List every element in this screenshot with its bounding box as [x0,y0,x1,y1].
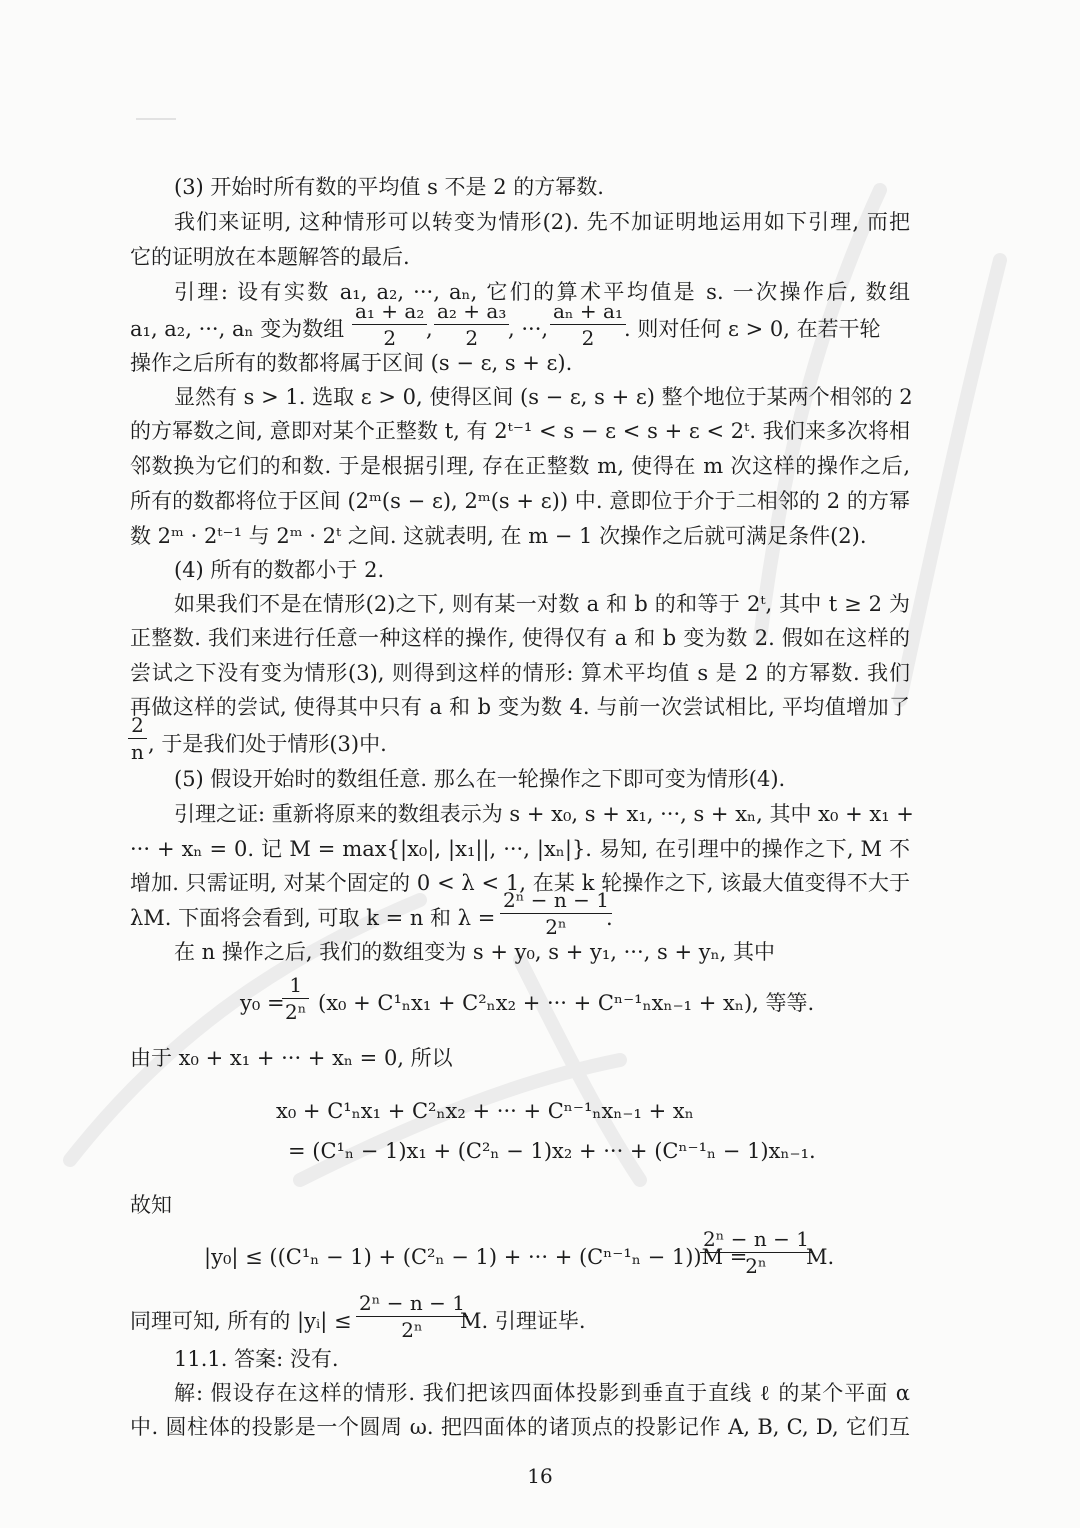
equation-y0-rhs: (x₀ + C¹ₙx₁ + C²ₙx₂ + ··· + Cⁿ⁻¹ₙxₙ₋₁ + xₙ), 等等. [318,991,815,1015]
equation-sum-line1: x₀ + C¹ₙx₁ + C²ₙx₂ + ··· + Cⁿ⁻¹ₙxₙ₋₁ + xₙ [276,1099,694,1123]
paragraph-line: 显然有 s > 1. 选取 ε > 0, 使得区间 (s − ε, s + ε) 整个地位于某两个相邻的 2 [174,385,913,409]
paragraph-line: 我们来证明, 这种情形可以转变为情形(2). 先不加证明地运用如下引理, 而把 [174,210,910,234]
ellipsis: , ···, [508,317,549,341]
fraction-denominator: n [131,740,144,764]
fraction-numerator: 2ⁿ − n − 1 [500,887,612,914]
lemma-line: a₁, a₂, ···, aₙ 变为数组 [130,317,345,341]
paragraph-line: 它的证明放在本题解答的最后. [130,245,410,269]
lemma-proof-heading: 引理之证: 重新将原来的数组表示为 s + x₀, s + x₁, ···, s + xₙ, 其中 x₀ + x₁ + [174,802,914,826]
fraction-numerator: aₙ + a₁ [550,298,626,325]
paragraph-line: 如果我们不是在情形(2)之下, 则有某一对数 a 和 b 的和等于 2ᵗ, 其中 t ≥ 2 为 [174,592,910,616]
paragraph-line: M. 引理证毕. [460,1309,586,1333]
equation-sum-line2: = (C¹ₙ − 1)x₁ + (C²ₙ − 1)x₂ + ··· + (Cⁿ⁻¹ₙ − 1)xₙ₋₁. [288,1139,816,1163]
paragraph-line: , 于是我们处于情形(3)中. [148,732,387,756]
paragraph-line: 正整数. 我们来进行任意一种这样的操作, 使得仅有 a 和 b 变为数 2. 假如在这样的 [130,626,910,650]
paragraph-line: 的方幂数之间, 意即对某个正整数 t, 有 2ᵗ⁻¹ < s − ε < s + ε < 2ᵗ. 我们来多次将相 [130,419,910,443]
equation-bound-lhs: |y₀| ≤ ((C¹ₙ − 1) + (C²ₙ − 1) + ··· + (Cⁿ⁻¹ₙ − 1))M = [204,1245,748,1269]
solution-line: 中. 圆柱体的投影是一个圆周 ω. 把四面体的诸顶点的投影记作 A, B, C, D, 它们互 [130,1415,910,1439]
fraction-numerator: a₁ + a₂ [352,298,427,325]
fraction-denominator: 2ⁿ [545,915,567,939]
case-5-heading: (5) 假设开始时的数组任意. 那么在一轮操作之下即可变为情形(4). [174,767,786,791]
paragraph-line: 数 2ᵐ · 2ᵗ⁻¹ 与 2ᵐ · 2ᵗ 之间. 这就表明, 在 m − 1 次操作之后就可满足条件(2). [130,524,867,548]
period: . [606,906,613,930]
fraction-numerator: 1 [282,972,309,999]
fraction-numerator: 2 [128,712,147,739]
paragraph-line: 增加. 只需证明, 对某个固定的 0 < λ < 1, 在某 k 轮操作之下, 该最大值变得不大于 [130,871,910,895]
page-number: 16 [527,1464,553,1488]
fraction-denominator: 2ⁿ [745,1254,767,1278]
fraction-numerator: a₂ + a₃ [434,298,509,325]
lemma-statement: 引理: 设有实数 a₁, a₂, ···, aₙ, 它们的算术平均值是 s. 一次操作后, 数组 [174,280,910,304]
paragraph-line: 邻数换为它们的和数. 于是根据引理, 存在正整数 m, 使得在 m 次这样的操作之后, [130,454,910,478]
equation-y0-lhs: y₀ = [240,991,285,1015]
fraction-denominator: 2ⁿ [401,1318,423,1342]
fraction-denominator: 2 [581,326,595,350]
comma: , [426,317,433,341]
answer-heading: 11.1. 答案: 没有. [174,1347,339,1371]
paragraph-line: 故知 [130,1193,172,1217]
fraction-denominator: 2ⁿ [285,1000,307,1024]
paragraph-line: 同理可知, 所有的 |yᵢ| ≤ [130,1309,352,1333]
fraction-numerator: 2ⁿ − n − 1 [700,1226,812,1253]
paragraph-line: λM. 下面将会看到, 可取 k = n 和 λ = [130,906,496,930]
paragraph-line: 在 n 操作之后, 我们的数组变为 s + y₀, s + y₁, ···, s + yₙ, 其中 [174,940,776,964]
fraction-lambda [500,887,612,940]
paragraph-line: 所有的数都将位于区间 (2ᵐ(s − ε), 2ᵐ(s + ε)) 中. 意即位于介于二相邻的 2 的方幂 [130,489,910,513]
fraction-denominator: 2 [383,326,397,350]
scan-mark [136,118,176,120]
fraction-an-a1 [550,298,626,351]
fraction-1-over-2n [282,972,309,1025]
paragraph-line: 再做这样的尝试, 使得其中只有 a 和 b 变为数 4. 与前一次尝试相比, 平均值增加了 [130,695,910,719]
paragraph-line: ··· + xₙ = 0. 记 M = max{|x₀|, |x₁||, ···, |xₙ|}. 易知, 在引理中的操作之下, M 不 [130,837,910,861]
fraction-denominator: 2 [465,326,479,350]
paragraph-line: 由于 x₀ + x₁ + ··· + xₙ = 0, 所以 [130,1046,453,1070]
fraction-bound [700,1226,812,1279]
equation-bound-rhs: M. [806,1245,835,1269]
paragraph-line: 尝试之下没有变为情形(3), 则得到这样的情形: 算术平均值 s 是 2 的方幂数. 我们 [130,661,910,685]
fraction-a1-a2 [352,298,427,351]
case-3-heading: (3) 开始时所有数的平均值 s 不是 2 的方幂数. [174,175,604,199]
solution-line: 解: 假设存在这样的情形. 我们把该四面体投影到垂直于直线 ℓ 的某个平面 α [174,1381,910,1405]
fraction-2-over-n [128,712,147,765]
fraction-yi-bound [356,1290,468,1343]
case-4-heading: (4) 所有的数都小于 2. [174,558,385,582]
paragraph-line: 操作之后所有的数都将属于区间 (s − ε, s + ε). [130,351,573,375]
fraction-a2-a3 [434,298,509,351]
fraction-numerator: 2ⁿ − n − 1 [356,1290,468,1317]
lemma-line-end: . 则对任何 ε > 0, 在若干轮 [624,317,881,341]
